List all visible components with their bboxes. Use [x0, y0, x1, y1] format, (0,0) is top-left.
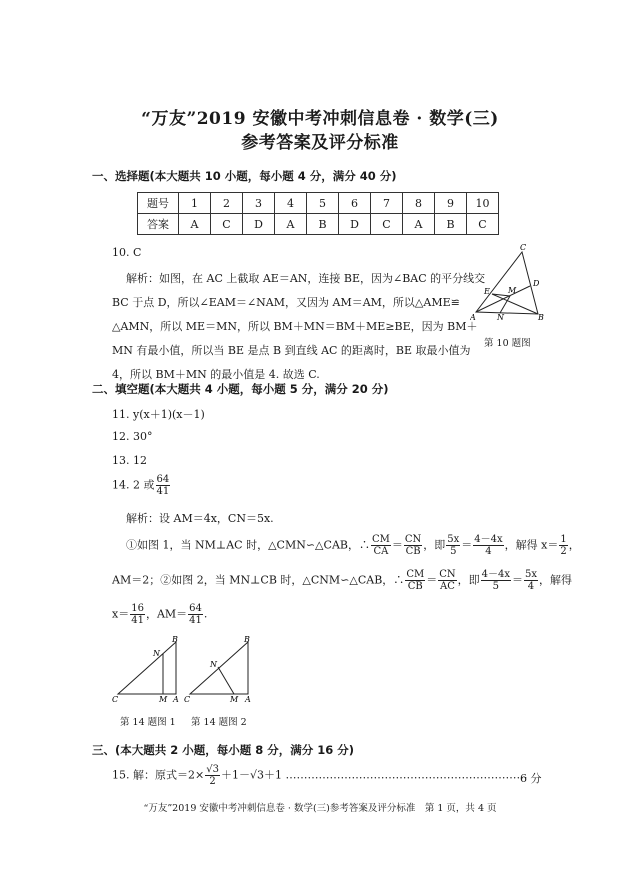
frac-numerator: 4－4x	[474, 534, 503, 545]
text: ＝	[511, 573, 523, 587]
text: .	[203, 607, 208, 621]
frac-numerator: √3	[206, 764, 219, 775]
table-answer-cell: D	[243, 214, 275, 235]
table-answer-cell: C	[211, 214, 243, 235]
frac-numerator: 5x	[447, 534, 460, 545]
q10-line: MN 有最小值，所以当 BE 是点 B 到直线 AC 的距离时，BE 取最小值为	[112, 344, 471, 357]
text: ＝	[426, 573, 438, 587]
frac-denominator: 41	[131, 615, 144, 626]
text: x＝	[112, 607, 130, 621]
frac-numerator: 64	[189, 603, 202, 614]
section-2-heading: 二、填空题(本大题共 4 小题，每小题 5 分，满分 20 分)	[92, 382, 389, 396]
text: ＝	[391, 538, 403, 552]
a13: 13. 12	[112, 454, 147, 467]
fig14-label: C	[184, 695, 191, 704]
fig14-label: N	[210, 660, 217, 669]
frac-denominator: 4	[527, 581, 535, 592]
q14-caption-1: 第 14 题图 1	[120, 717, 176, 728]
a14-line4	[112, 603, 207, 626]
table-number-cell: 7	[371, 193, 403, 214]
text: ＝	[461, 538, 473, 552]
table-answer-cell: B	[435, 214, 467, 235]
a11: 11. y(x＋1)(x－1)	[112, 408, 205, 421]
table-answer-cell: B	[307, 214, 339, 235]
a14	[112, 474, 171, 497]
table-answer-cell: C	[371, 214, 403, 235]
table-number-cell: 9	[435, 193, 467, 214]
fig10-label: N	[497, 313, 504, 320]
frac-numerator: 1	[560, 534, 567, 545]
text: ①如图 1，当 NM⊥AC 时，△CMN∽△CAB，∴	[126, 538, 370, 552]
frac-denominator: 5	[450, 546, 457, 557]
frac-numerator: CN	[439, 569, 456, 580]
fig10-label: E	[484, 287, 490, 296]
fig14-label: A	[173, 695, 179, 704]
table-answer-cell: A	[179, 214, 211, 235]
table-number-cell: 5	[307, 193, 339, 214]
frac-denominator: 2	[209, 776, 216, 787]
page-footer: “万友”2019 安徽中考冲刺信息卷 · 数学(三)参考答案及评分标准 第 1 页，共 4 页	[143, 803, 497, 814]
frac-denominator: AC	[439, 581, 455, 592]
table-number-cell: 3	[243, 193, 275, 214]
q10-line: 解析：如图，在 AC 上截取 AE＝AN，连接 BE，因为∠BAC 的平分线交	[126, 272, 486, 285]
q10-line: BC 于点 D，所以∠EAM＝∠NAM，又因为 AM＝AM，所以△AME≌	[112, 296, 460, 309]
fig10-label: M	[508, 286, 517, 295]
frac-numerator: 64	[156, 474, 170, 485]
fig14-label: N	[153, 649, 160, 658]
table-answer-cell: A	[403, 214, 435, 235]
a12: 12. 30°	[112, 430, 153, 443]
fig14-label: M	[159, 695, 168, 704]
frac-denominator: 4	[485, 546, 492, 557]
table-answer-cell: D	[339, 214, 371, 235]
q10-answer: 10. C	[112, 246, 142, 259]
title-line1: “万友”2019 安徽中考冲刺信息卷 · 数学(三)	[141, 109, 499, 129]
text: ，即	[457, 573, 480, 587]
frac-numerator: 5x	[524, 569, 537, 580]
frac-numerator: 16	[131, 603, 144, 614]
text: ，AM＝	[145, 607, 188, 621]
q10-caption: 第 10 题图	[484, 338, 531, 349]
text: ＋1－√3＋1 …………………………………………………………	[220, 768, 528, 782]
table-number-cell: 2	[211, 193, 243, 214]
a15-score: 6 分	[520, 772, 542, 785]
table-number-cell: 8	[403, 193, 435, 214]
frac-denominator: CA	[373, 546, 389, 557]
table-answer-cell: A	[275, 214, 307, 235]
frac-numerator: 4－4x	[481, 569, 510, 580]
q14-figures	[110, 634, 270, 704]
frac-numerator: CN	[404, 534, 422, 545]
table-row2-label: 答案	[138, 214, 179, 235]
fig14-label: C	[112, 695, 119, 704]
table-number-cell: 10	[467, 193, 499, 214]
a15	[112, 764, 527, 787]
table-number-cell: 4	[275, 193, 307, 214]
fig14-label: M	[230, 695, 239, 704]
text: AM＝2；②如图 2，当 MN⊥CB 时，△CNM∽△CAB，∴	[112, 573, 405, 587]
text: 15. 解：原式＝2×	[112, 768, 205, 782]
answer-table	[137, 192, 499, 235]
text: ，解得	[539, 573, 572, 587]
section-1-heading: 一、选择题(本大题共 10 小题，每小题 4 分，满分 40 分)	[92, 169, 397, 183]
a14-prefix: 14. 2 或	[112, 478, 155, 492]
a14-line1: 解析：设 AM＝4x，CN＝5x.	[126, 512, 274, 525]
q10-line: 4，所以 BM＋MN 的最小值是 4. 故选 C.	[112, 368, 320, 381]
a14-line2	[126, 534, 580, 557]
text: ，解得 x＝	[504, 538, 559, 552]
frac-denominator: 41	[189, 615, 202, 626]
title-line2: 参考答案及评分标准	[241, 133, 399, 153]
table-number-cell: 6	[339, 193, 371, 214]
q14-caption-2: 第 14 题图 2	[191, 717, 247, 728]
table-number-cell: 1	[179, 193, 211, 214]
text: ，即	[423, 538, 446, 552]
frac-denominator: CB	[407, 581, 423, 592]
frac-denominator: 5	[492, 581, 499, 592]
fig14-label: A	[245, 695, 251, 704]
fig14-label: B	[244, 635, 250, 644]
frac-numerator: CM	[371, 534, 390, 545]
fig10-label: A	[470, 313, 476, 320]
text: ，	[568, 538, 580, 552]
table-answer-cell: C	[467, 214, 499, 235]
a14-line3	[112, 569, 572, 592]
fig10-label: C	[520, 243, 527, 252]
fig10-label: B	[538, 313, 544, 320]
fig10-label: D	[533, 279, 540, 288]
q10-figure	[470, 240, 550, 320]
frac-denominator: 41	[156, 486, 170, 497]
frac-numerator: CM	[406, 569, 425, 580]
frac-denominator: 2	[560, 546, 567, 557]
fig14-label: B	[172, 635, 178, 644]
frac-denominator: CB	[405, 546, 421, 557]
section-3-heading: 三、(本大题共 2 小题，每小题 8 分，满分 16 分)	[92, 743, 355, 757]
q10-line: △AMN，所以 ME＝MN，所以 BM＋MN＝BM＋ME≥BE，因为 BM＋	[112, 320, 478, 333]
table-row1-label: 题号	[138, 193, 179, 214]
